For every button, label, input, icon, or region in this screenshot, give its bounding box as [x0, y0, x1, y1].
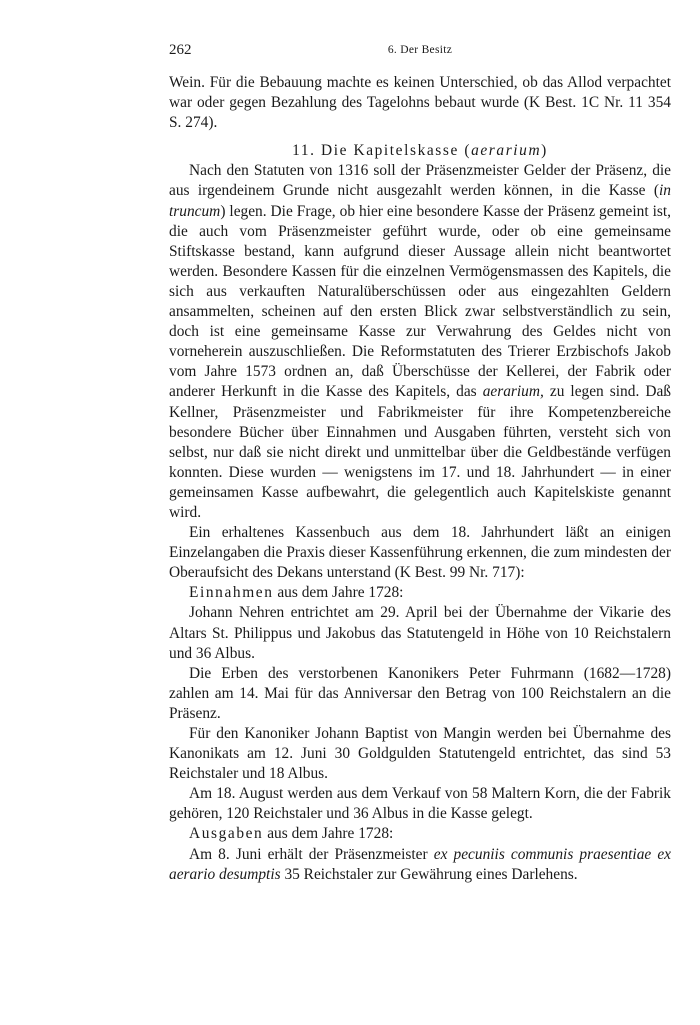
page-number: 262 — [169, 42, 192, 58]
paragraph-fuhrmann: Die Erben des verstorbenen Kanonikers Peter Fuhrmann (1682—1728) zahlen am 14. Mai für das Anniversar den Betrag von 100 Reichstalern an die Präsenz. — [169, 664, 671, 722]
running-title: 6. Der Besitz — [387, 44, 453, 56]
text-run: zu legen sind. Daß Kellner, Präsenzmeister und Fabrikmeister für ihre Kompetenzbereiche besondere Bücher über Einnahmen und Ausgaben führten, versteht sich von selbst, nur daß sie nicht direkt und unmittelbar über die Geldbestände verfügen konnten. Diese wurden — wenigstens im 17. und 18. Jahrhundert — in einer gemeinsamen Kasse aufbewahrt, die gelegentlich auch Kapitelskiste genannt wird. — [169, 383, 671, 521]
text-run: Nach den Statuten von 1316 soll der Präsenzmeister Gelder der Präsenz, die aus irgendeinem Grunde nicht ausgezahlt werden können, in die Kasse ( — [169, 162, 671, 200]
text-run: aus dem Jahre 1728: — [263, 825, 394, 843]
paragraph-kassenbuch: Ein erhaltenes Kassenbuch aus dem 18. Jahrhundert läßt an einigen Einzelangaben die Praxis dieser Kassenführung erkennen, die zum mindesten der Oberaufsicht des Dekans unterstand (K Best. 99 Nr. 717): — [169, 524, 671, 582]
paragraph-juni — [169, 845, 671, 885]
text-run: Am 8. Juni erhält der Präsenzmeister — [189, 845, 434, 863]
einnahmen-heading — [169, 583, 671, 603]
text-run: 35 Reichstaler zur Gewährung eines Darlehens. — [280, 865, 578, 883]
latin-term: ex pecuniis communis praesentiae ex aerario desumptis — [169, 845, 671, 883]
spaced-word: Ausgaben — [189, 825, 264, 843]
paragraph-mangin: Für den Kanoniker Johann Baptist von Mangin werden bei Übernahme des Kanonikats am 12. Juni 30 Goldgulden Statutengeld entrichtet, das sind 53 Reichstaler und 18 Albus. — [169, 725, 671, 783]
text-run: aus dem Jahre 1728: — [273, 584, 404, 602]
latin-term: aerarium, — [482, 383, 544, 401]
section-title-term: aerarium — [471, 142, 542, 160]
running-head — [169, 42, 671, 62]
section-heading — [169, 141, 671, 161]
section-title-end: ) — [541, 142, 548, 160]
latin-term: in truncum — [169, 182, 671, 220]
paragraph-august: Am 18. August werden aus dem Verkauf von 58 Maltern Korn, die der Fabrik gehören, 120 Reichstaler und 36 Albus in die Kasse gelegt. — [169, 785, 671, 823]
paragraph-nehren: Johann Nehren entrichtet am 29. April bei der Übernahme der Vikarie des Altars St. Philippus und Jakobus das Statutengeld in Höhe von 10 Reichstalern und 36 Albus. — [169, 604, 671, 662]
paragraph-statuten — [169, 161, 671, 523]
ausgaben-heading — [169, 824, 671, 844]
spaced-word: Einnahmen — [189, 584, 274, 602]
section-title: 11. Die Kapitelskasse ( — [292, 142, 472, 160]
text-run: ) legen. Die Frage, ob hier eine besondere Kasse der Präsenz gemeint ist, die auch vom Präsenzmeister geführt wurde, oder ob eine gemeinsame Stiftskasse bestand, kann aufgrund dieser Aussage allein nicht beantwortet werden. Besondere Kassen für die einzelnen Vermögensmassen des Kapitels, die sich aus verkauften Naturalüberschüssen oder aus eingezahlten Geldern ansammelten, scheinen auf den ersten Blick zwar selbstverständlich zu sein, doch ist eine gemeinsame Kasse zur Verwahrung des Geldes nicht von vorneherein auszuschließen. Die Reformstatuten des Trierer Erzbischofs Jakob vom Jahre 1573 ordnen an, daß Überschüsse der Kellerei, der Fabrik oder anderer Herkunft in die Kasse des Kapitels, das — [169, 202, 671, 401]
body-text — [169, 73, 671, 885]
paragraph-wein: Wein. Für die Bebauung machte es keinen Unterschied, ob das Allod verpachtet war oder gegen Bezahlung des Tagelohns bebaut wurde (K Best. 1C Nr. 11 354 S. 274). — [169, 74, 671, 132]
